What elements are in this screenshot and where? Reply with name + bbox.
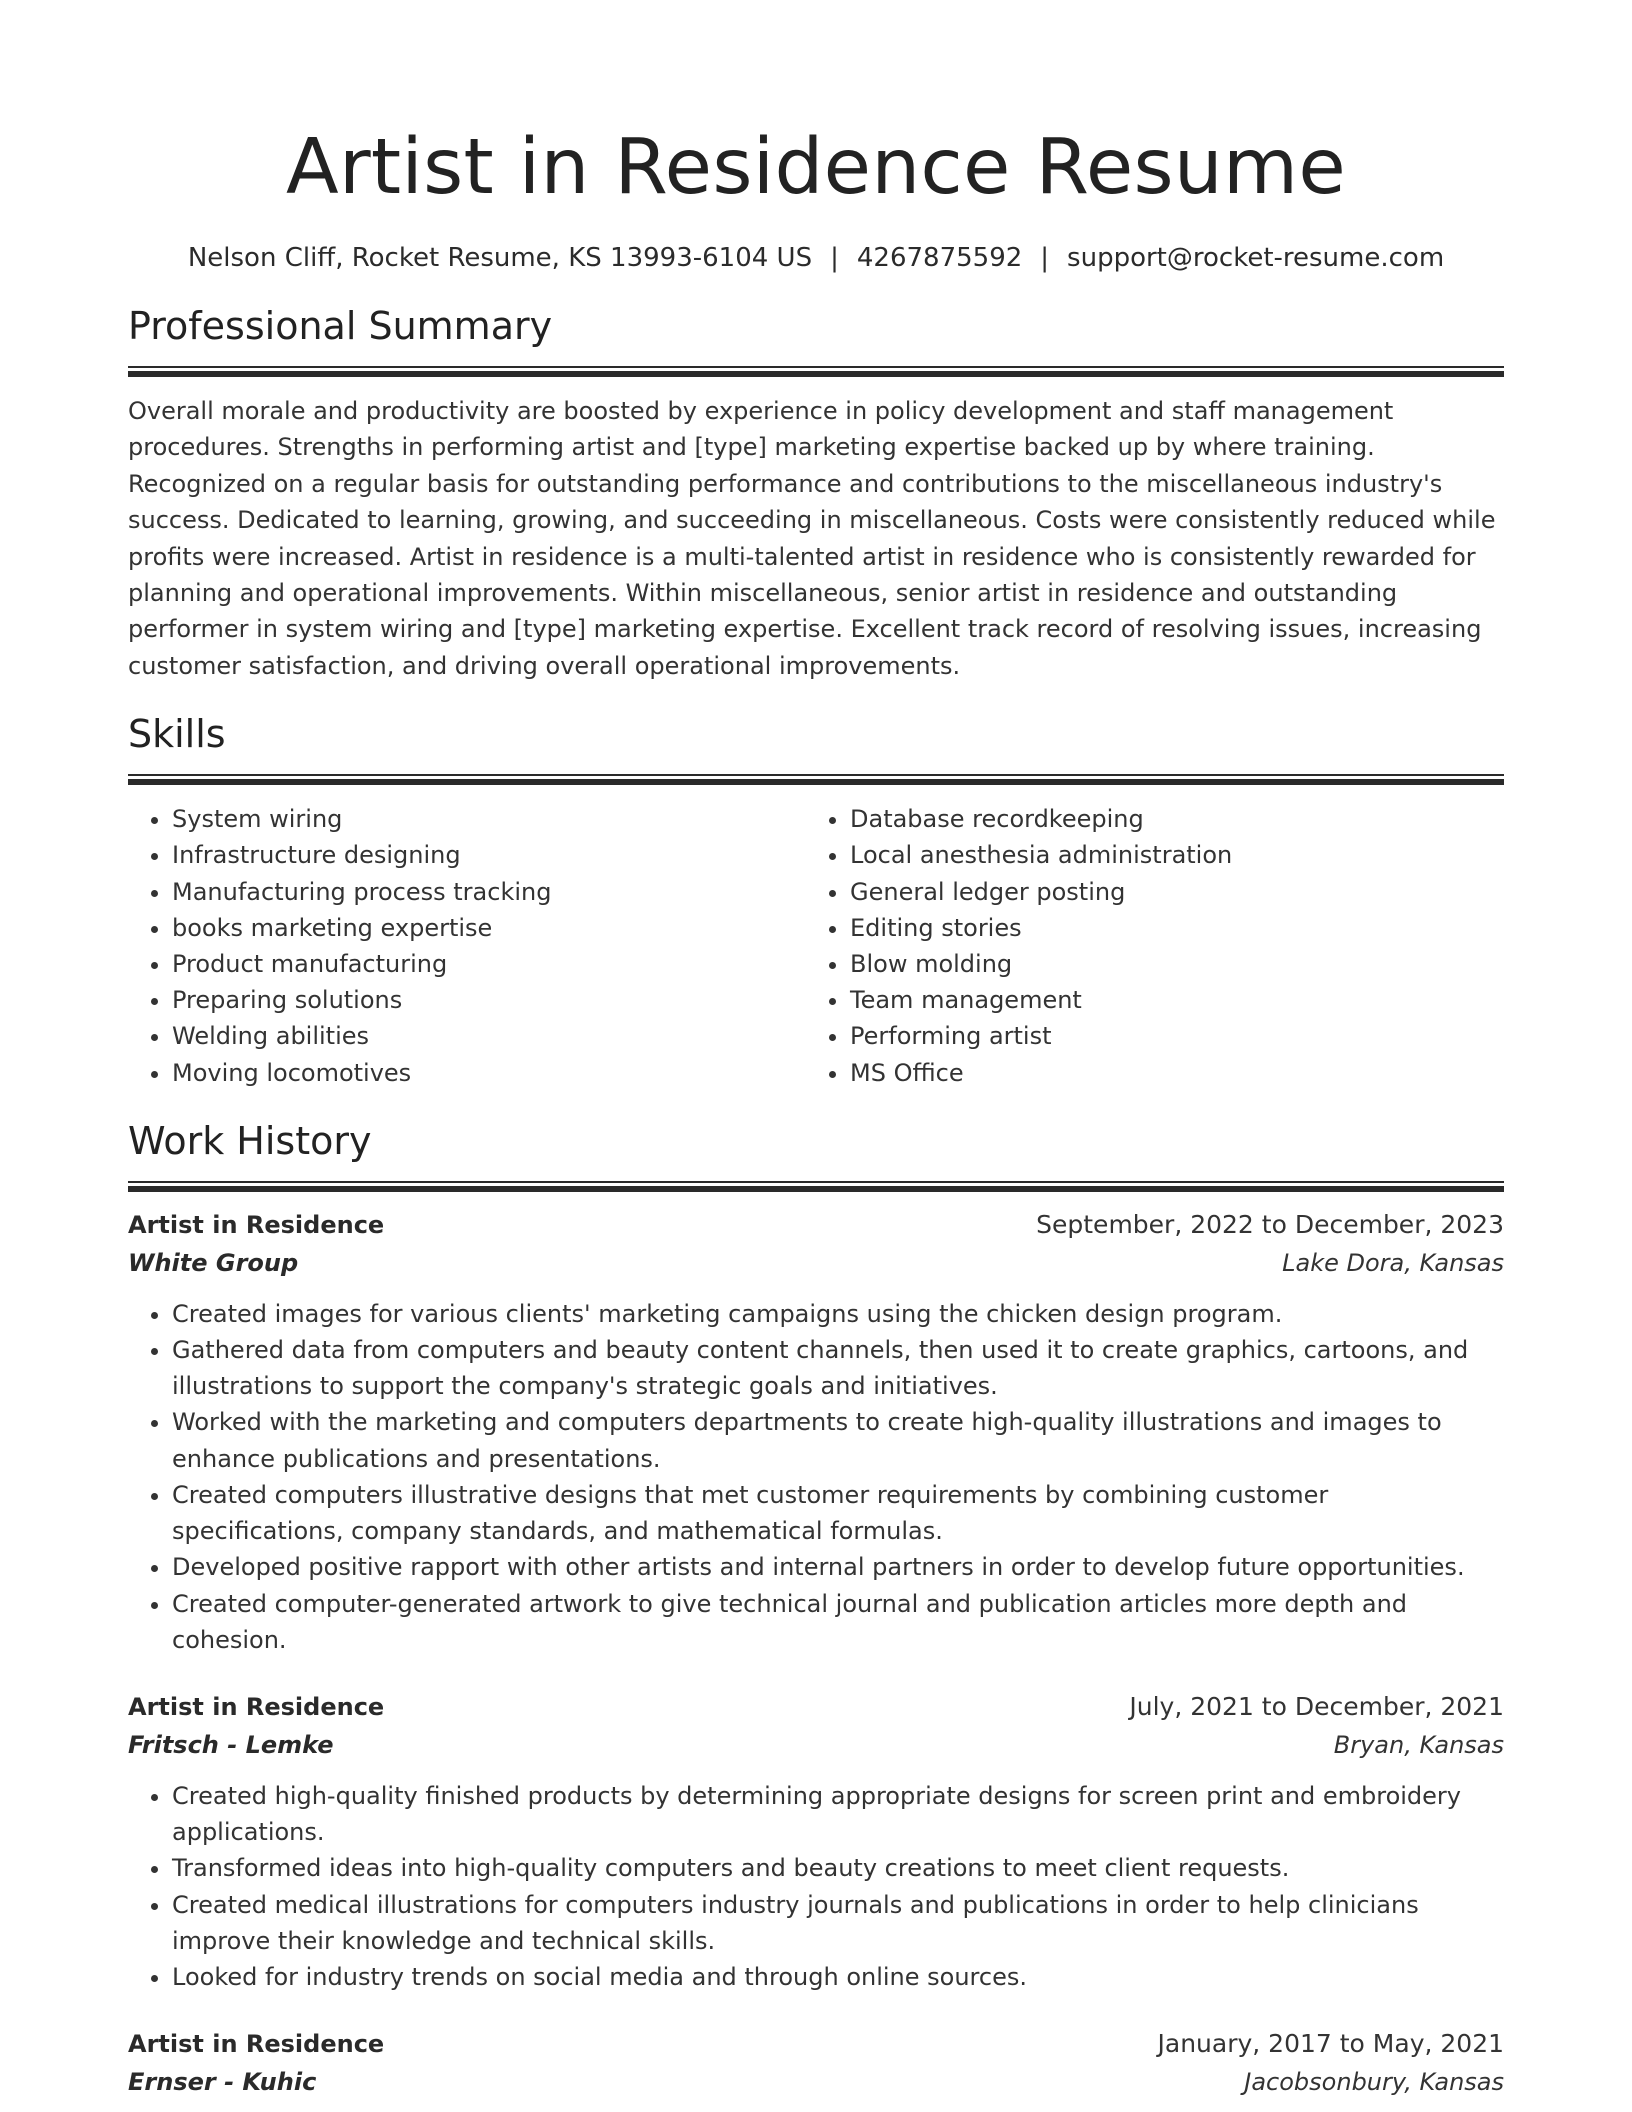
skills-grid: [128, 801, 1504, 1091]
job-bullet: • Transformed ideas into high-quality computers and beauty creations to meet client requests.: [172, 1850, 1504, 1886]
skills-left-column: [128, 801, 806, 1091]
job-bullet: • Created computers illustrative designs that met customer requirements by combining customer specifications, company standards, and mathematical formulas.: [172, 1477, 1504, 1549]
skill-item: • Product manufacturing: [172, 946, 806, 982]
job-bullet: • Worked with the marketing and computers departments to create high-quality illustrations and images to enhance publications and presentations.: [172, 1404, 1504, 1476]
contact-separator: |: [830, 243, 839, 273]
section-divider: [128, 366, 1504, 377]
skill-item: • System wiring: [172, 801, 806, 837]
job-dates: September, 2022 to December, 2023: [1036, 1209, 1504, 1239]
job-bullet: • Created high-quality finished products by determining appropriate designs for screen print and embroidery applications.: [172, 1778, 1504, 1850]
job-bullet: • Developed positive rapport with other artists and internal partners in order to develop future opportunities.: [172, 1549, 1504, 1585]
skill-item: • Preparing solutions: [172, 982, 806, 1018]
skill-item: • Database recordkeeping: [850, 801, 1484, 837]
job-dates: July, 2021 to December, 2021: [1129, 1691, 1504, 1721]
job-dates: January, 2017 to May, 2021: [1157, 2029, 1504, 2059]
job-location: Jacobsonbury, Kansas: [1244, 2068, 1504, 2097]
skill-item: • Performing artist: [850, 1018, 1484, 1054]
contact-separator: |: [1040, 243, 1050, 273]
summary-section: [128, 302, 1504, 684]
work-history-heading: Work History: [128, 1118, 372, 1163]
resume-title: Artist in Residence Resume: [285, 123, 1347, 212]
contact-line: [128, 240, 1504, 276]
skill-item: • Blow molding: [850, 946, 1484, 982]
skill-item: • Editing stories: [850, 910, 1484, 946]
job-bullets: [128, 1778, 1504, 1995]
summary-heading: Professional Summary: [128, 304, 553, 348]
job-bullet: • Looked for industry trends on social media and through online sources.: [172, 1959, 1504, 1995]
skills-section: [128, 710, 1504, 1091]
skill-item: • Infrastructure designing: [172, 837, 806, 873]
job-company: White Group: [128, 1248, 299, 1277]
section-divider: [128, 774, 1504, 785]
skill-item: • books marketing expertise: [172, 910, 806, 946]
summary-text: Overall morale and productivity are boosted by experience in policy development and staff management procedures. Strengths in performing artist and [type] marketing expertise backed up by where training. Recognized on a regular basis for outstanding performance and contributions to the miscellaneous industry's success. Dedicated to learning, growing, and succeeding in miscellaneous. Costs were consistently reduced while profits were increased. Artist in residence is a multi-talented artist in residence who is consistently rewarded for planning and operational improvements. Within miscellaneous, senior artist in residence and outstanding performer in system wiring and [type] marketing expertise. Excellent track record of resolving issues, increasing customer satisfaction, and driving overall operational improvements.: [128, 397, 1496, 680]
skill-item: • Local anesthesia administration: [850, 837, 1484, 873]
skill-item: • Manufacturing process tracking: [172, 874, 806, 910]
job-title: Artist in Residence: [128, 2030, 385, 2059]
job-bullet: • Gathered data from computers and beauty content channels, then used it to create graphics, cartoons, and illustrations to support the company's strategic goals and initiatives.: [172, 1332, 1504, 1404]
skill-item: • Moving locomotives: [172, 1055, 806, 1091]
job-subheader: [128, 1244, 1504, 1282]
section-divider: [128, 1181, 1504, 1192]
work-history-section: [128, 1117, 1504, 2101]
job-bullets: [128, 1296, 1504, 1658]
job-header: [128, 1688, 1504, 1726]
job-title: Artist in Residence: [128, 1210, 385, 1239]
contact-address: Nelson Cliff, Rocket Resume, KS 13993-6104 US: [187, 243, 813, 273]
resume-page: [128, 0, 1504, 2101]
job-subheader: [128, 1726, 1504, 1764]
job-header: [128, 1206, 1504, 1244]
job-entry: [128, 2025, 1504, 2101]
job-entry: [128, 1206, 1504, 1658]
job-location: Bryan, Kansas: [1333, 1730, 1504, 1759]
job-subheader: [128, 2063, 1504, 2101]
job-entry: [128, 1688, 1504, 1995]
skills-right-column: [806, 801, 1484, 1091]
contact-email: support@rocket-resume.com: [1067, 243, 1445, 273]
skills-heading: Skills: [128, 712, 226, 757]
job-company: Ernser - Kuhic: [128, 2068, 317, 2097]
job-company: Fritsch - Lemke: [128, 1730, 334, 1759]
skill-item: • Team management: [850, 982, 1484, 1018]
contact-phone: 4267875592: [856, 243, 1023, 273]
job-location: Lake Dora, Kansas: [1282, 1248, 1504, 1277]
skill-item: • MS Office: [850, 1055, 1484, 1091]
job-bullet: • Created medical illustrations for computers industry journals and publications in order to help clinicians improve their knowledge and technical skills.: [172, 1887, 1504, 1959]
skill-item: • Welding abilities: [172, 1018, 806, 1054]
job-bullet: • Created images for various clients' marketing campaigns using the chicken design program.: [172, 1296, 1504, 1332]
job-title: Artist in Residence: [128, 1692, 385, 1721]
job-bullet: • Created computer-generated artwork to give technical journal and publication articles more depth and cohesion.: [172, 1586, 1504, 1658]
job-header: [128, 2025, 1504, 2063]
skill-item: • General ledger posting: [850, 874, 1484, 910]
